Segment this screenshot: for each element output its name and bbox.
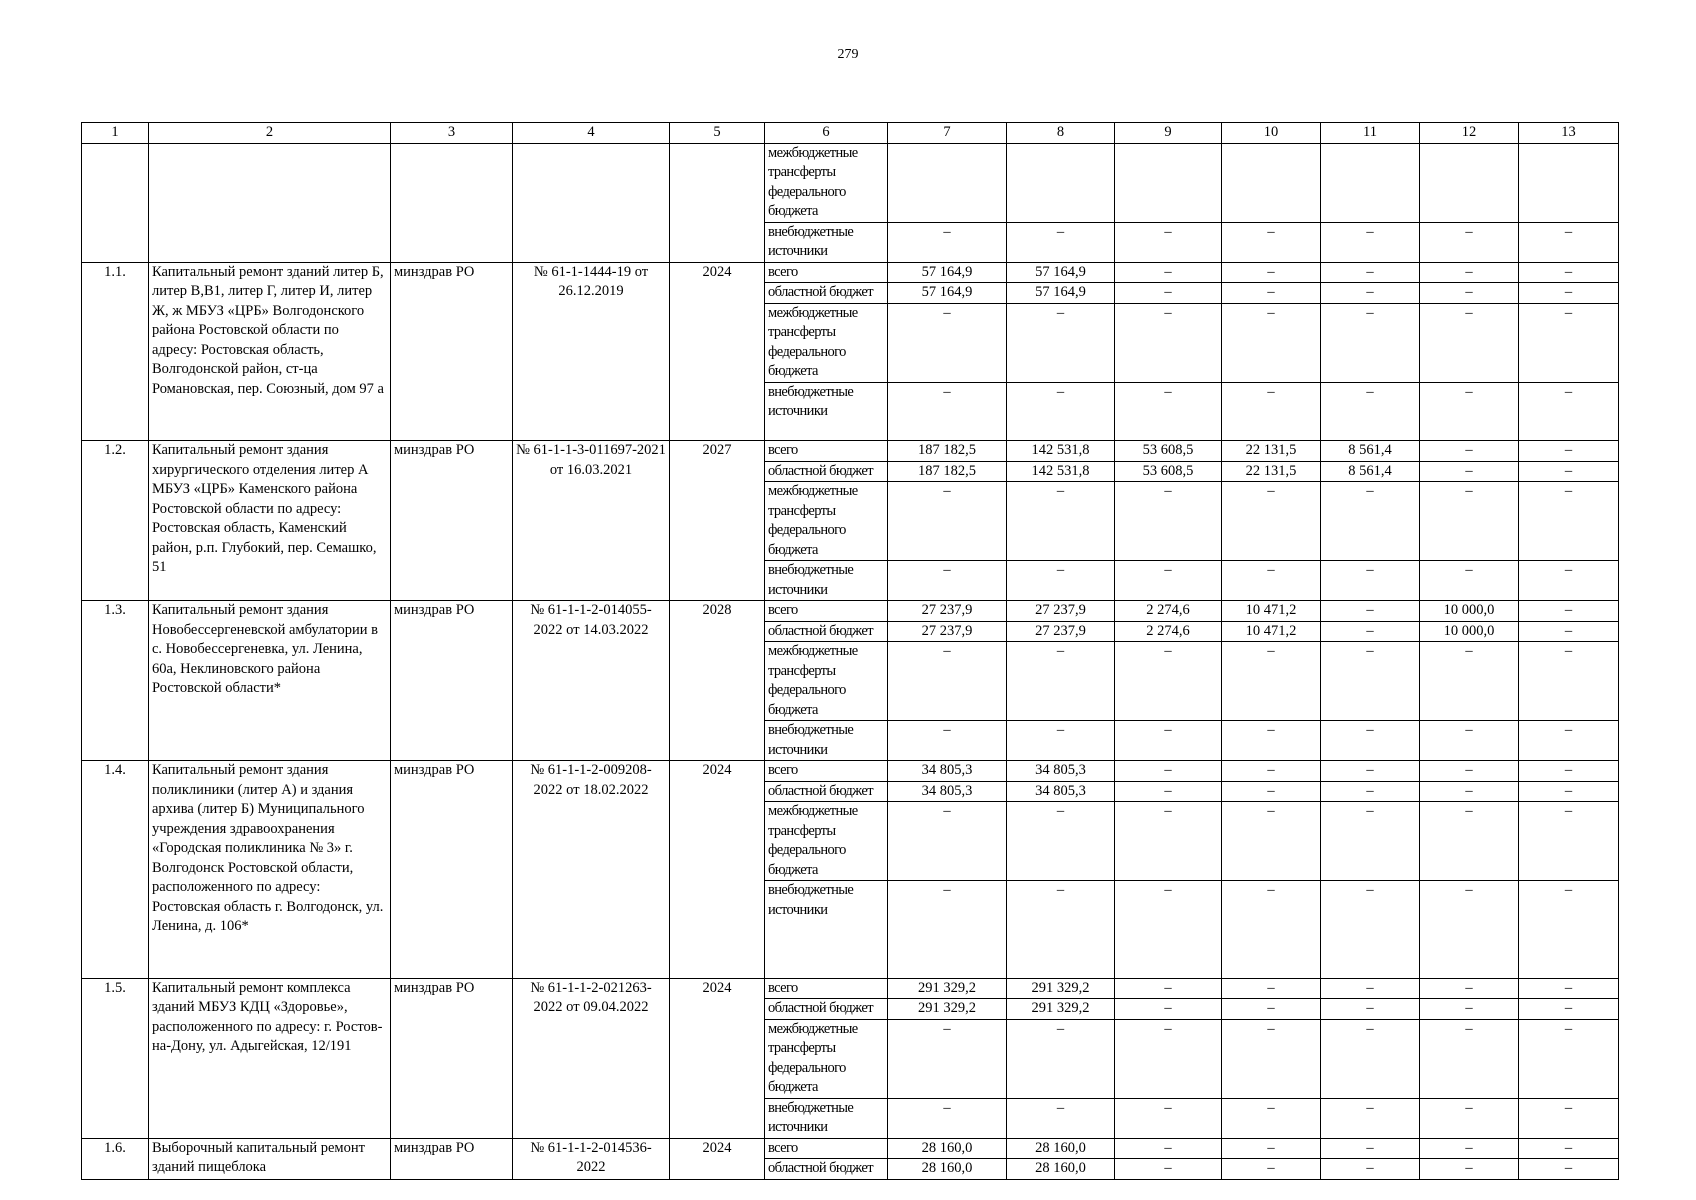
value-cell: –	[1321, 601, 1420, 622]
item-number: 1.2.	[82, 441, 149, 601]
value-cell: –	[1420, 781, 1519, 802]
value-cell: –	[1519, 1159, 1619, 1180]
funding-source: межбюджетные трансферты федерального бюджета	[765, 303, 888, 382]
value-cell: –	[1519, 1019, 1619, 1098]
value-cell: 2 274,6	[1115, 601, 1222, 622]
value-cell: –	[1007, 222, 1115, 262]
value-cell: –	[1420, 222, 1519, 262]
item-year: 2027	[670, 441, 765, 601]
header-cell: 10	[1222, 123, 1321, 144]
continuation-empty-cell	[513, 143, 670, 262]
value-cell: –	[1321, 1098, 1420, 1138]
value-cell: –	[1115, 1098, 1222, 1138]
funding-source: межбюджетные трансферты федерального бюджета	[765, 1019, 888, 1098]
value-cell: 187 182,5	[888, 441, 1007, 462]
value-cell: –	[1420, 999, 1519, 1020]
value-cell: –	[1115, 482, 1222, 561]
value-cell: 2 274,6	[1115, 621, 1222, 642]
value-cell: –	[1222, 978, 1321, 999]
table-row	[82, 441, 1619, 462]
value-cell: –	[888, 303, 1007, 382]
value-cell: –	[1321, 382, 1420, 441]
value-cell: –	[1222, 382, 1321, 441]
funding-source: внебюджетные источники	[765, 222, 888, 262]
value-cell	[1222, 143, 1321, 222]
item-document: № 61-1-1444-19 от 26.12.2019	[513, 262, 670, 441]
funding-source: областной бюджет	[765, 461, 888, 482]
value-cell: –	[1321, 1159, 1420, 1180]
value-cell: –	[1321, 999, 1420, 1020]
value-cell: 57 164,9	[1007, 262, 1115, 283]
header-cell: 3	[391, 123, 513, 144]
funding-source: всего	[765, 441, 888, 462]
value-cell: –	[1007, 721, 1115, 761]
value-cell: –	[1115, 1019, 1222, 1098]
value-cell: 142 531,8	[1007, 441, 1115, 462]
value-cell: –	[1420, 303, 1519, 382]
value-cell: –	[1115, 978, 1222, 999]
funding-source: межбюджетные трансферты федерального бюджета	[765, 802, 888, 881]
value-cell: –	[1007, 382, 1115, 441]
value-cell: –	[1420, 561, 1519, 601]
value-cell: –	[1222, 642, 1321, 721]
value-cell: 28 160,0	[888, 1159, 1007, 1180]
funding-source: областной бюджет	[765, 781, 888, 802]
value-cell	[1321, 143, 1420, 222]
header-cell: 6	[765, 123, 888, 144]
value-cell: 22 131,5	[1222, 461, 1321, 482]
value-cell	[1519, 143, 1619, 222]
value-cell: –	[1420, 721, 1519, 761]
funding-source: внебюджетные источники	[765, 881, 888, 979]
value-cell: –	[1007, 1019, 1115, 1098]
value-cell: –	[1420, 1138, 1519, 1159]
table-row	[82, 262, 1619, 283]
value-cell: 28 160,0	[888, 1138, 1007, 1159]
value-cell: –	[1519, 978, 1619, 999]
value-cell: –	[1420, 382, 1519, 441]
value-cell: –	[1115, 761, 1222, 782]
value-cell: –	[1222, 222, 1321, 262]
value-cell: –	[1222, 262, 1321, 283]
value-cell: –	[1321, 802, 1420, 881]
item-year: 2024	[670, 978, 765, 1138]
value-cell: –	[1519, 1098, 1619, 1138]
table-row	[82, 1138, 1619, 1159]
value-cell: –	[1321, 1138, 1420, 1159]
item-year: 2028	[670, 601, 765, 761]
funding-source: всего	[765, 262, 888, 283]
value-cell: –	[888, 881, 1007, 979]
value-cell: –	[1115, 262, 1222, 283]
value-cell: –	[1321, 978, 1420, 999]
item-number: 1.1.	[82, 262, 149, 441]
value-cell: 187 182,5	[888, 461, 1007, 482]
value-cell: –	[888, 721, 1007, 761]
item-customer: минздрав РО	[391, 761, 513, 979]
item-year: 2024	[670, 761, 765, 979]
item-name: Капитальный ремонт зданий литер Б, литер В,В1, литер Г, литер И, литер Ж, ж МБУЗ «ЦРБ» Волгодонского района Ростовской области по адресу: Ростовская область, Волгодонской район, ст-ца Романовская, пер. Союзный, дом 97 а	[149, 262, 391, 441]
value-cell: –	[1222, 1159, 1321, 1180]
value-cell: –	[1519, 382, 1619, 441]
value-cell: –	[1321, 721, 1420, 761]
header-cell: 8	[1007, 123, 1115, 144]
item-customer: минздрав РО	[391, 1138, 513, 1179]
value-cell: –	[1321, 761, 1420, 782]
value-cell: –	[1115, 222, 1222, 262]
value-cell: 291 329,2	[888, 999, 1007, 1020]
value-cell: 8 561,4	[1321, 441, 1420, 462]
value-cell: –	[1519, 482, 1619, 561]
value-cell	[1420, 143, 1519, 222]
value-cell: –	[1222, 283, 1321, 304]
value-cell: –	[1115, 283, 1222, 304]
item-name: Капитальный ремонт комплекса зданий МБУЗ КДЦ «Здоровье», расположенного по адресу: г. Ростов-на-Дону, ул. Адыгейская, 12/191	[149, 978, 391, 1138]
value-cell: –	[1519, 761, 1619, 782]
item-document: № 61-1-1-2-009208-2022 от 18.02.2022	[513, 761, 670, 979]
value-cell: –	[1321, 303, 1420, 382]
value-cell: –	[1115, 802, 1222, 881]
value-cell: –	[1007, 802, 1115, 881]
value-cell: –	[1222, 761, 1321, 782]
value-cell: –	[1519, 781, 1619, 802]
item-name: Капитальный ремонт здания поликлиники (литер А) и здания архива (литер Б) Муниципального учреждения здравоохранения «Городская поликлиника № 3» г. Волгодонск Ростовской области, расположенного по адресу: Ростовская область г. Волгодонск, ул. Ленина, д. 106*	[149, 761, 391, 979]
value-cell: –	[1519, 461, 1619, 482]
header-row	[82, 123, 1619, 144]
value-cell: –	[1519, 303, 1619, 382]
value-cell: –	[1420, 262, 1519, 283]
continuation-empty-cell	[391, 143, 513, 262]
value-cell: –	[1115, 999, 1222, 1020]
value-cell: 53 608,5	[1115, 441, 1222, 462]
value-cell: 8 561,4	[1321, 461, 1420, 482]
value-cell: 27 237,9	[888, 621, 1007, 642]
value-cell: 27 237,9	[888, 601, 1007, 622]
value-cell: –	[1420, 761, 1519, 782]
funding-source: областной бюджет	[765, 999, 888, 1020]
value-cell: –	[1420, 1159, 1519, 1180]
value-cell: –	[1115, 642, 1222, 721]
value-cell: –	[1420, 1098, 1519, 1138]
value-cell: –	[1115, 781, 1222, 802]
value-cell: 10 471,2	[1222, 621, 1321, 642]
value-cell: –	[1519, 621, 1619, 642]
value-cell: 27 237,9	[1007, 621, 1115, 642]
value-cell: –	[1321, 642, 1420, 721]
item-customer: минздрав РО	[391, 978, 513, 1138]
value-cell: –	[1321, 561, 1420, 601]
value-cell: –	[1519, 1138, 1619, 1159]
value-cell	[888, 143, 1007, 222]
value-cell: –	[888, 382, 1007, 441]
value-cell: –	[1420, 1019, 1519, 1098]
value-cell: –	[1222, 1098, 1321, 1138]
item-year: 2024	[670, 262, 765, 441]
value-cell: –	[1420, 978, 1519, 999]
value-cell: –	[1222, 561, 1321, 601]
header-cell: 5	[670, 123, 765, 144]
value-cell: –	[1420, 283, 1519, 304]
value-cell: –	[888, 1098, 1007, 1138]
table-row	[82, 978, 1619, 999]
value-cell: –	[888, 561, 1007, 601]
value-cell: –	[1115, 881, 1222, 979]
value-cell: –	[1222, 482, 1321, 561]
value-cell: –	[1519, 999, 1619, 1020]
item-number: 1.3.	[82, 601, 149, 761]
value-cell: 10 000,0	[1420, 601, 1519, 622]
value-cell: –	[1007, 881, 1115, 979]
value-cell: –	[1222, 721, 1321, 761]
value-cell: –	[1222, 781, 1321, 802]
value-cell: –	[1115, 1159, 1222, 1180]
value-cell: 34 805,3	[888, 761, 1007, 782]
value-cell: –	[1420, 802, 1519, 881]
value-cell: 27 237,9	[1007, 601, 1115, 622]
item-name: Выборочный капитальный ремонт зданий пищеблока	[149, 1138, 391, 1179]
funding-source: всего	[765, 761, 888, 782]
value-cell: 34 805,3	[1007, 781, 1115, 802]
value-cell: –	[1519, 802, 1619, 881]
funding-source: межбюджетные трансферты федерального бюджета	[765, 482, 888, 561]
value-cell: –	[1519, 642, 1619, 721]
item-name: Капитальный ремонт здания Новобессергеневской амбулатории в с. Новобессергеневка, ул. Ленина, 60а, Неклиновского района Ростовской области*	[149, 601, 391, 761]
funding-source: всего	[765, 1138, 888, 1159]
funding-source: областной бюджет	[765, 621, 888, 642]
value-cell: –	[1420, 482, 1519, 561]
item-customer: минздрав РО	[391, 262, 513, 441]
value-cell: 34 805,3	[888, 781, 1007, 802]
continuation-empty-cell	[82, 143, 149, 262]
value-cell: 10 471,2	[1222, 601, 1321, 622]
value-cell: –	[1420, 461, 1519, 482]
value-cell: –	[1222, 1019, 1321, 1098]
item-document: № 61-1-1-3-011697-2021 от 16.03.2021	[513, 441, 670, 601]
item-number: 1.4.	[82, 761, 149, 979]
value-cell: 22 131,5	[1222, 441, 1321, 462]
value-cell: –	[1519, 721, 1619, 761]
funding-source: областной бюджет	[765, 1159, 888, 1180]
value-cell: 291 329,2	[1007, 999, 1115, 1020]
value-cell: 291 329,2	[1007, 978, 1115, 999]
value-cell: –	[1222, 881, 1321, 979]
value-cell: –	[1115, 303, 1222, 382]
value-cell: –	[1222, 1138, 1321, 1159]
item-number: 1.6.	[82, 1138, 149, 1179]
value-cell: –	[888, 222, 1007, 262]
table-row	[82, 601, 1619, 622]
value-cell: 57 164,9	[888, 262, 1007, 283]
value-cell: –	[1420, 441, 1519, 462]
value-cell: 53 608,5	[1115, 461, 1222, 482]
value-cell: –	[1321, 262, 1420, 283]
value-cell: –	[888, 802, 1007, 881]
value-cell: –	[1115, 721, 1222, 761]
value-cell: –	[1222, 303, 1321, 382]
header-cell: 11	[1321, 123, 1420, 144]
value-cell: –	[1321, 283, 1420, 304]
value-cell: 57 164,9	[888, 283, 1007, 304]
table-row	[82, 761, 1619, 782]
value-cell: –	[1007, 561, 1115, 601]
value-cell: –	[1007, 1098, 1115, 1138]
value-cell	[1115, 143, 1222, 222]
value-cell: –	[1321, 781, 1420, 802]
item-document: № 61-1-1-2-014055-2022 от 14.03.2022	[513, 601, 670, 761]
value-cell: –	[888, 642, 1007, 721]
value-cell: –	[1519, 262, 1619, 283]
value-cell: –	[1007, 303, 1115, 382]
value-cell: –	[1115, 382, 1222, 441]
value-cell: –	[1007, 642, 1115, 721]
funding-source: внебюджетные источники	[765, 721, 888, 761]
value-cell: –	[888, 1019, 1007, 1098]
value-cell: –	[1519, 881, 1619, 979]
value-cell: –	[1519, 601, 1619, 622]
header-cell: 13	[1519, 123, 1619, 144]
value-cell: –	[1222, 999, 1321, 1020]
value-cell: –	[1321, 1019, 1420, 1098]
table-row	[82, 143, 1619, 222]
item-number: 1.5.	[82, 978, 149, 1138]
funding-source: межбюджетные трансферты федерального бюджета	[765, 642, 888, 721]
value-cell	[1007, 143, 1115, 222]
header-cell: 12	[1420, 123, 1519, 144]
item-document: № 61-1-1-2-014536-2022	[513, 1138, 670, 1179]
item-name: Капитальный ремонт здания хирургического отделения литер А МБУЗ «ЦРБ» Каменского района Ростовской области по адресу: Ростовская область, Каменский район, р.п. Глубокий, пер. Семашко, 51	[149, 441, 391, 601]
value-cell: –	[888, 482, 1007, 561]
header-cell: 1	[82, 123, 149, 144]
value-cell: –	[1519, 441, 1619, 462]
value-cell: 142 531,8	[1007, 461, 1115, 482]
value-cell: –	[1420, 642, 1519, 721]
value-cell: –	[1321, 482, 1420, 561]
continuation-empty-cell	[149, 143, 391, 262]
value-cell: –	[1519, 222, 1619, 262]
funding-source: межбюджетные трансферты федерального бюджета	[765, 143, 888, 222]
budget-table	[81, 122, 1619, 1180]
value-cell: –	[1321, 881, 1420, 979]
header-cell: 7	[888, 123, 1007, 144]
header-cell: 2	[149, 123, 391, 144]
continuation-empty-cell	[670, 143, 765, 262]
value-cell: –	[1519, 561, 1619, 601]
item-year: 2024	[670, 1138, 765, 1179]
page-number: 279	[837, 47, 859, 62]
value-cell: –	[1115, 561, 1222, 601]
value-cell: –	[1420, 881, 1519, 979]
value-cell: 291 329,2	[888, 978, 1007, 999]
value-cell: 57 164,9	[1007, 283, 1115, 304]
item-customer: минздрав РО	[391, 441, 513, 601]
value-cell: –	[1321, 222, 1420, 262]
value-cell: –	[1007, 482, 1115, 561]
value-cell: 10 000,0	[1420, 621, 1519, 642]
funding-source: областной бюджет	[765, 283, 888, 304]
value-cell: 34 805,3	[1007, 761, 1115, 782]
value-cell: –	[1115, 1138, 1222, 1159]
funding-source: внебюджетные источники	[765, 1098, 888, 1138]
value-cell: 28 160,0	[1007, 1138, 1115, 1159]
item-customer: минздрав РО	[391, 601, 513, 761]
value-cell: –	[1321, 621, 1420, 642]
value-cell: –	[1519, 283, 1619, 304]
header-cell: 4	[513, 123, 670, 144]
header-cell: 9	[1115, 123, 1222, 144]
funding-source: всего	[765, 978, 888, 999]
value-cell: –	[1222, 802, 1321, 881]
value-cell: 28 160,0	[1007, 1159, 1115, 1180]
funding-source: внебюджетные источники	[765, 561, 888, 601]
funding-source: всего	[765, 601, 888, 622]
item-document: № 61-1-1-2-021263-2022 от 09.04.2022	[513, 978, 670, 1138]
funding-source: внебюджетные источники	[765, 382, 888, 441]
